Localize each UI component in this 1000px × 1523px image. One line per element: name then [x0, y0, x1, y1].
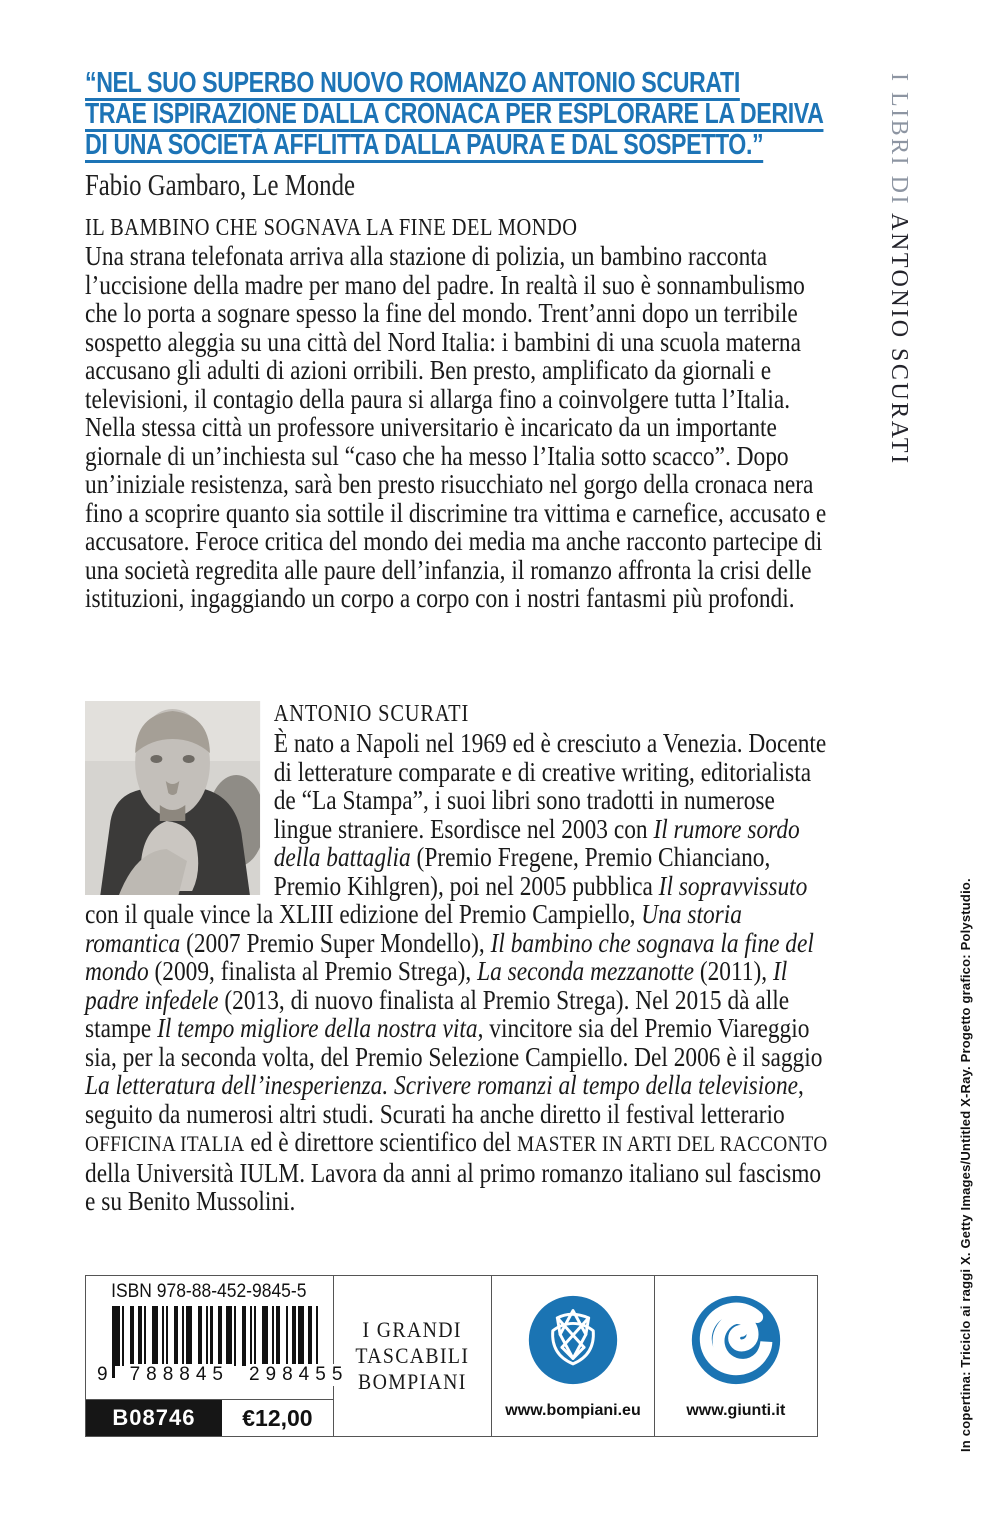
author-portrait-illustration — [85, 701, 260, 895]
barcode-block — [86, 1276, 349, 1399]
author-bio — [85, 697, 837, 1216]
barcode-digits — [96, 1364, 349, 1386]
press-quote — [85, 67, 824, 202]
bompiani-cell — [492, 1276, 654, 1436]
synopsis — [85, 214, 837, 613]
press-quote-credit: Fabio Gambaro, Le Monde — [85, 167, 355, 202]
press-quote-line: “NEL SUO SUPERBO NUOVO ROMANZO ANTONIO SCURATI — [85, 67, 740, 99]
barcode-digit-group: 9 — [94, 1364, 111, 1386]
imprint-cell — [334, 1276, 492, 1436]
barcode-digit-group: 788845 — [127, 1364, 232, 1386]
isbn-barcode-cell — [86, 1276, 349, 1436]
price: €12,00 — [242, 1404, 313, 1431]
isbn-label: ISBN 978-88-452-9845-5 — [111, 1281, 307, 1302]
bompiani-logo-icon — [527, 1294, 619, 1386]
series-prefix: I LIBRI DI — [886, 73, 912, 214]
author-bio-text: È nato a Napoli nel 1969 ed è cresciuto a Venezia. Docente di letterature comparate e di creative writing, editorialista de “La Stampa”, i suoi libri sono tradotti in numerose lingue straniere. Esordisce nel 2003 con Il rumore sordo della battaglia (Premio Fregene, Premio Chianciano, Premio Kihlgren), poi nel 2005 pubblica Il sopravvissuto con il quale vince la XLIII edizione del Premio Campiello, Una storia romantica (2007 Premio Super Mondello), Il bambino che sognava la fine del mondo (2009, finalista al Premio Strega), La seconda mezzanotte (2011), Il padre infedele (2013, di nuovo finalista al Premio Strega). Nel 2015 dà alle stampe Il tempo migliore della nostra vita, vincitore sia del Premio Viareggio sia, per la seconda volta, del Premio Selezione Campiello. Del 2006 è il saggio La letteratura dell’inesperienza. Scrivere romanzi al tempo della televisione, seguito da numerosi altri studi. Scurati ha anche diretto il festival letterario OFFICINA ITALIA ed è direttore scientifico del MASTER IN ARTI DEL RACCONTO della Università IULM. Lavora da anni al primo romanzo italiano sul fascismo e su Benito Mussolini. — [85, 727, 828, 1216]
series-spine-text — [885, 73, 912, 503]
giunti-url: www.giunti.it — [686, 1402, 786, 1419]
series-author: ANTONIO SCURATI — [886, 213, 912, 466]
imprint-line: TASCABILI — [355, 1343, 470, 1368]
cover-credits-text: In copertina: Triciclo ai raggi X. Getty Images/Untitled X-Ray. Progetto grafico: Polystudio. — [958, 878, 973, 1452]
press-quote-line: TRAE ISPIRAZIONE DALLA CRONACA PER ESPLORARE LA DERIVA — [85, 98, 824, 130]
author-name: ANTONIO SCURATI — [273, 701, 470, 727]
giunti-cell — [655, 1276, 817, 1436]
imprint-line: BOMPIANI — [358, 1369, 468, 1394]
footer-grid — [85, 1275, 818, 1437]
edition-code: B08746 — [86, 1400, 222, 1436]
giunti-logo-icon — [690, 1294, 782, 1386]
imprint-line: I GRANDI — [362, 1317, 463, 1342]
synopsis-text: Una strana telefonata arriva alla stazione di polizia, un bambino racconta l’uccisione della madre per mano del padre. In realtà il suo è sonnambulismo che lo porta a sognare spesso la fine del mondo. Trent’anni dopo un terribile sospetto aleggia su una città del Nord Italia: i bambini di una scuola materna accusano gli adulti di azioni orribili. Ben presto, amplificato da giornali e televisioni, il contagio della paura si allarga fino a coinvolgere tutta l’Italia. Nella stessa città un professore universitario è incaricato da un importante giornale di un’inchiesta sul “caso che ha messo l’Italia sotto scacco”. Dopo un’iniziale resistenza, sarà ben presto risucchiato nel gorgo della cronaca nera fino a scoprire quanto sia sottile il discrimine tra vittima e carnefice, accusato e accusatore. Feroce critica del mondo dei media ma anche racconto partecipe di una società regredita alle paure dell’infanzia, il romanzo affronta la crisi delle istituzioni, ingaggiando un corpo a corpo con i nostri fantasmi più profondi. — [85, 240, 827, 613]
code-price-row — [86, 1399, 333, 1436]
author-photo — [85, 701, 260, 895]
barcode-digit-group: 298455 — [246, 1364, 351, 1386]
book-title: IL BAMBINO CHE SOGNAVA LA FINE DEL MONDO — [85, 215, 578, 241]
bompiani-url: www.bompiani.eu — [505, 1402, 641, 1419]
press-quote-line: DI UNA SOCIETÀ AFFLITTA DALLA PAURA E DAL SOSPETTO.” — [85, 129, 764, 161]
